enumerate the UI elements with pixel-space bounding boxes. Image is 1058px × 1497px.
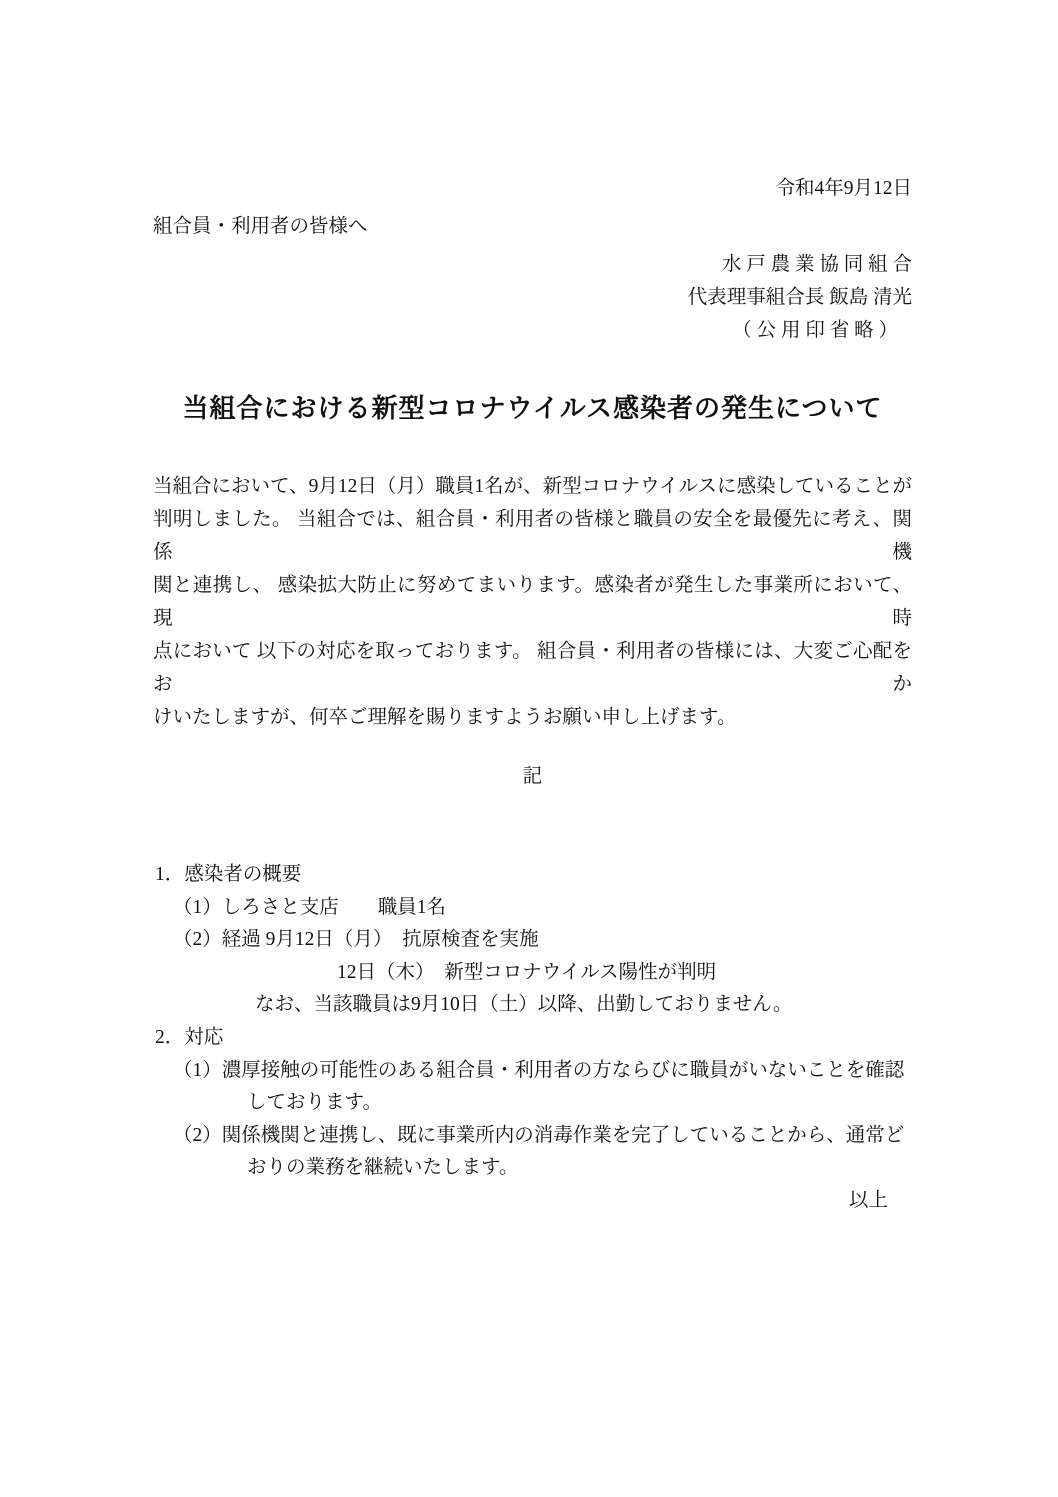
- section-1-item-2: （2）経過 9月12日（月） 抗原検査を実施: [173, 929, 539, 951]
- body-line-3: 関と連携し、 感染拡大防止に努めてまいります。感染者が発生した事業所において、現時: [153, 575, 912, 629]
- section-2-item-1: （1）濃厚接触の可能性のある組合員・利用者の方ならびに職員がいないことを確認: [173, 1059, 905, 1081]
- sender-organization: 水 戸 農 業 協 同 組 合: [721, 254, 912, 275]
- section-2-item-2-continuation: おりの業務を継続いたします。: [247, 1157, 519, 1179]
- date-line: 令和4年9月12日: [775, 178, 912, 199]
- closing-mark: 以上: [848, 1189, 888, 1211]
- sender-block: [153, 248, 912, 347]
- section-1-heading: 1．感染者の概要: [155, 864, 302, 885]
- sender-representative: 代表理事組合長 飯島 清光: [687, 287, 912, 308]
- body-paragraph: [153, 470, 912, 734]
- body-line-2: 判明しました。 当組合では、組合員・利用者の皆様と職員の安全を最優先に考え、関係機: [153, 509, 912, 563]
- document-title: 当組合における新型コロナウイルス感染者の発生について: [182, 394, 883, 423]
- document-content: [153, 0, 912, 1218]
- section-2-heading: 2．対応: [155, 1026, 224, 1048]
- section-2-item-1-continuation: しております。: [247, 1092, 382, 1114]
- body-line-1: 当組合において、9月12日（月）職員1名が、新型コロナウイルスに感染していることが: [153, 476, 912, 497]
- record-marker: 記: [522, 766, 543, 787]
- section-1-item-1: （1）しろさと支店 職員1名: [173, 896, 447, 918]
- seal-omitted-note: （ 公 用 印 省 略 ）: [732, 320, 898, 341]
- section-1-item-2-followup: 12日（木） 新型コロナウイルス陽性が判明: [337, 961, 717, 983]
- body-line-5: けいたしますが、何卒ご理解を賜りますようお願い申し上げます。: [153, 707, 737, 728]
- section-2-item-2: （2）関係機関と連携し、既に事業所内の消毒作業を完了していることから、通常ど: [173, 1124, 905, 1146]
- notice-details: [153, 859, 912, 1185]
- section-1-note: なお、当該職員は9月10日（土）以降、出勤しておりません。: [255, 994, 793, 1016]
- recipient-line: 組合員・利用者の皆様へ: [153, 216, 368, 237]
- body-line-4: 点において 以下の対応を取っております。 組合員・利用者の皆様には、大変ご心配をおか: [153, 641, 912, 695]
